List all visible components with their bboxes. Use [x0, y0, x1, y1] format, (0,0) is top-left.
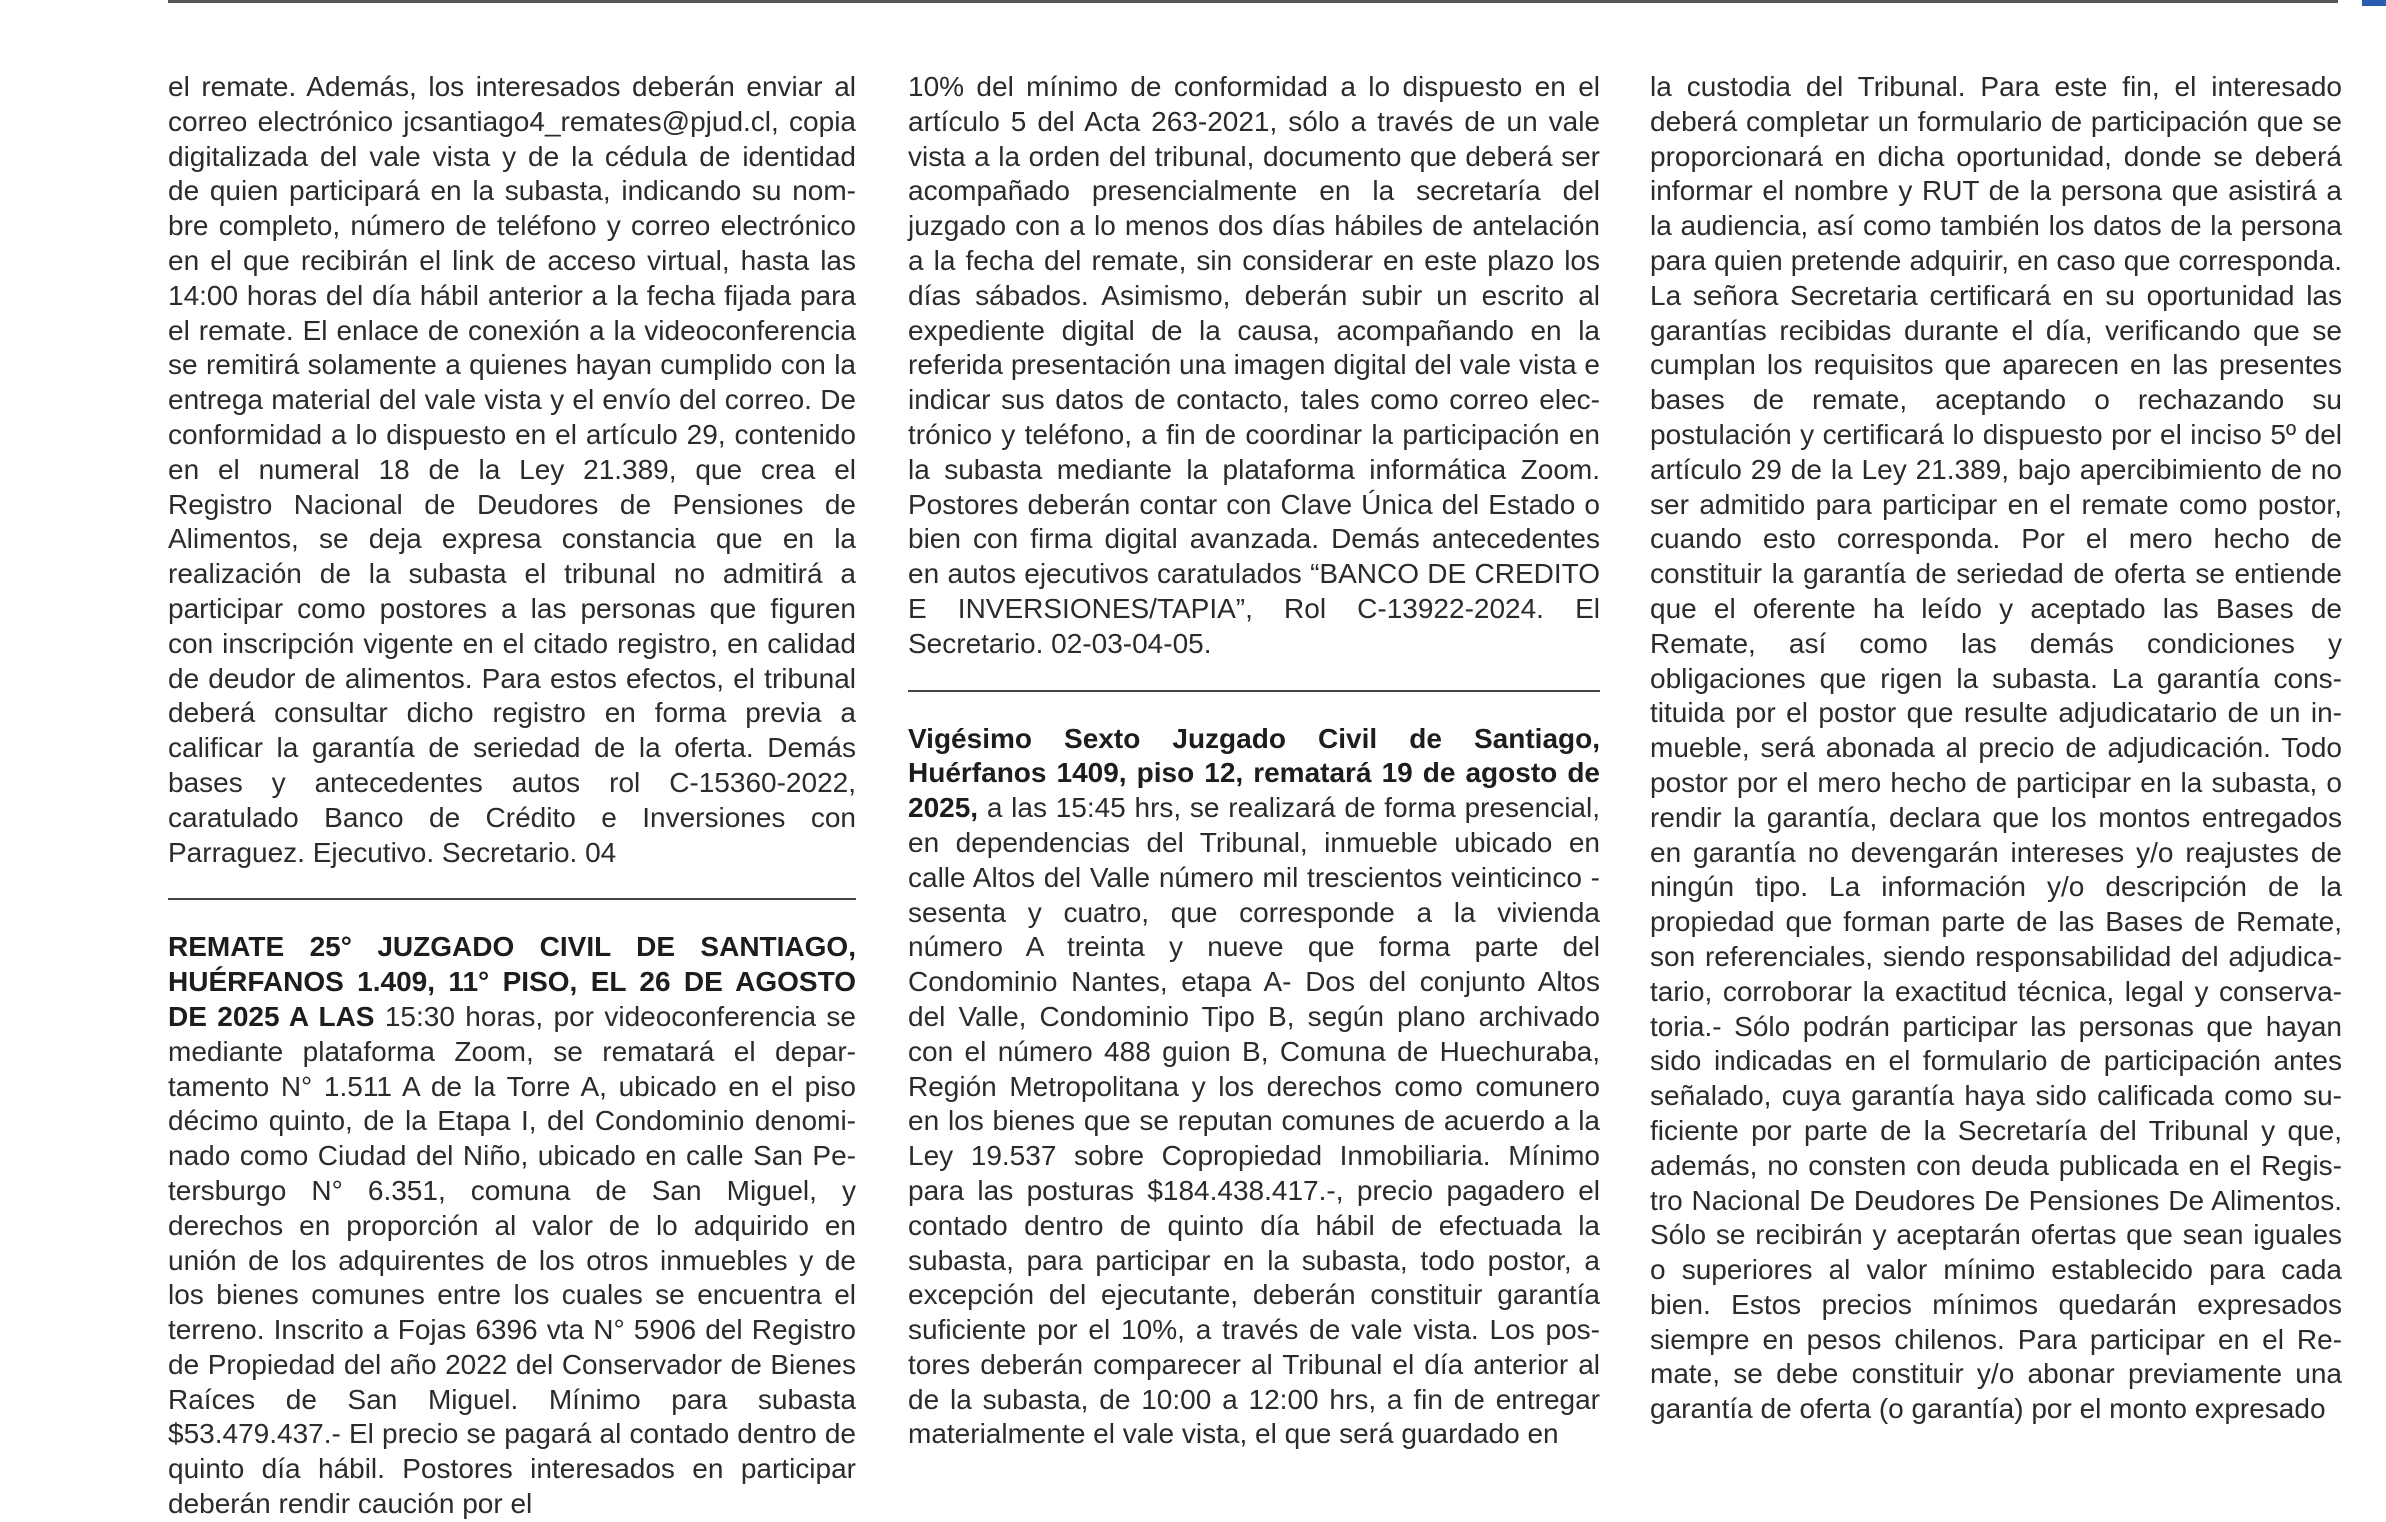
page-edge-mark	[2362, 0, 2386, 6]
column-3	[1650, 70, 2342, 1450]
notice-continuation-text: 10% del mínimo de conformidad a lo dispuesto en el artículo 5 del Acta 263-2021, sólo a través de un vale vista a la orden del tribunal, documento que deberá ser acompañado presencialmente en la secretaría del juzgado con a lo menos dos días hábiles de antelación a la fecha del remate, sin considerar en este plazo los días sábados. Asimismo, deberán subir un escrito al expediente digital de la causa, acompañando en la referida presentación una imagen digital del vale vista e indicar sus datos de contacto, tales como correo electrónico y teléfono, a fin de coordinar la participación en la subasta mediante la plataforma informática Zoom. Postores deberán contar con Clave Única del Estado o bien con firma digital avanzada. Demás antecedentes en autos ejecutivos caratulados “BANCO DE CREDITO E INVERSIONES/TAPIA”, Rol C-13922-2024. El Secretario. 02-03-04-05.	[908, 71, 1600, 659]
notice-heading: REMATE 25° JUZGADO CIVIL DE SANTIAGO, HUÉRFANOS 1.409, 11° PISO, EL 26 DE AGOSTO DE 2025 A LAS	[168, 931, 856, 1032]
column-1	[168, 70, 856, 1520]
notice-body: 15:30 horas, por videoconferencia se mediante plataforma Zoom, se rematará el departamento N° 1.511 A de la Torre A, ubicado en el piso décimo quinto, de la Etapa I, del Condominio denominado como Ciudad del Niño, ubicado en calle San Petersburgo N° 6.351, comuna de San Miguel, y derechos en proporción al valor de lo adquirido en unión de los adquirentes de los otros inmuebles y de los bienes comunes entre los cuales se encuentra el terreno. Inscrito a Fojas 6396 vta N° 5906 del Registro de Propiedad del año 2022 del Conservador de Bienes Raíces de San Miguel. Mínimo para subasta $53.479.437.- El precio se pagará al contado dentro de quinto día hábil. Postores interesados en participar deberán rendir caución por el	[168, 1000, 856, 1520]
notice-continuation-text: el remate. Además, los interesados deberán enviar al correo electrónico jcsantiago4_remates@pjud.cl, copia digitalizada del vale vista y de la cédula de identidad de quien participará en la subasta, indicando su nombre completo, número de teléfono y correo electrónico en el que recibirán el link de acceso virtual, hasta las 14:00 horas del día hábil anterior a la fecha fijada para el remate. El enlace de conexión a la videoconferencia se remitirá solamente a quienes hayan cumplido con la entrega material del vale vista y el envío del correo. De conformidad a lo dispuesto en el artículo 29, contenido en el numeral 18 de la Ley 21.389, que crea el Registro Nacional de Deudores de Pensiones de Alimentos, se deja expresa constancia que en la realización de la subasta el tribunal no admitirá a participar como postores a las personas que figuren con inscripción vigente en el citado registro, en calidad de deudor de alimentos. Para estos efectos, el tribunal deberá consultar dicho registro en forma previa a calificar la garantía de seriedad de la oferta. Demás bases y antecedentes autos rol C-15360-2022, caratulado Banco de Crédito e Inversiones con Parraguez. Ejecutivo. Secretario. 04	[168, 71, 856, 868]
notice-body: a las 15:45 hrs, se realizará de forma presencial, en dependencias del Tribunal, inmueble ubicado en calle Altos del Valle número mil trescientos veinticinco - sesenta y cuatro, que corresponde a la vivienda número A treinta y nueve que forma parte del Condominio Nantes, etapa A- Dos del conjunto Altos del Valle, Condominio Tipo B, según plano archivado con el número 488 guion B, Comuna de Huechuraba, Región Metropolitana y los derechos como comunero en los bienes que se reputan comunes de acuerdo a la Ley 19.537 sobre Copropiedad Inmobiliaria. Mínimo para las posturas $184.438.417.-, precio pagadero el contado dentro de quinto día hábil de efectuada la subasta, para participar en la subasta, todo postor, a excepción del ejecutante, deberán constituir garantía suficiente por el 10%, a través de vale vista. Los postores deberán comparecer al Tribunal el día anterior al de la subasta, de 10:00 a 12:00 hrs, a fin de entregar materialmente el vale vista, el que será guardado en	[908, 792, 1600, 1450]
notice-divider	[908, 690, 1600, 692]
notice-vigesimo-sexto	[908, 722, 1600, 1453]
notice-heading: Vigésimo Sexto Juzgado Civil de Santiago, Huérfanos 1409, piso 12, rematará 19 de agosto de 2025,	[908, 722, 1600, 824]
top-rule	[168, 0, 2338, 3]
notice-remate-25	[168, 930, 856, 1522]
notice-continuation-text: la custodia del Tribunal. Para este fin, el interesado deberá completar un formulario de participación que se proporcionará en dicha oportunidad, donde se deberá informar el nombre y RUT de la persona que asistirá a la audiencia, así como también los datos de la persona para quien pretende adquirir, en caso que corresponda. La señora Secretaria certificará en su oportunidad las garantías recibidas durante el día, verificando que se cumplan los requisitos que aparecen en las presentes bases de remate, aceptando o rechazando su postulación y certificará lo dispuesto por el inciso 5º del artículo 29 de la Ley 21.389, bajo apercibimiento de no ser admitido para participar en el remate como postor, cuando esto corresponda. Por el mero hecho de constituir la garantía de seriedad de oferta se entiende que el oferente ha leído y aceptado las Bases de Remate, así como las demás condiciones y obligaciones que rigen la subasta. La garantía constituida por el postor que resulte adjudicatario de un inmueble, será abonada al precio de adjudicación. Todo postor por el mero hecho de participar en la subasta, o rendir la garantía, declara que los montos entregados en garantía no devengarán intereses y/o reajustes de ningún tipo. La información y/o descripción de la propiedad que forman parte de las Bases de Remate, son referenciales, siendo responsabilidad del adjudicatario, corroborar la exactitud técnica, legal y conservatoria.- Sólo podrán participar las personas que hayan sido indicadas en el formulario de participación antes señalado, cuya garantía haya sido calificada como suficiente por parte de la Secretaría del Tribunal y que, además, no consten con deuda publicada en el Registro Nacional De Deudores De Pensiones De Alimentos. Sólo se recibirán y aceptarán ofertas que sean iguales o superiores al valor mínimo establecido para cada bien. Estos precios mínimos quedarán expresados siempre en pesos chilenos. Para participar en el Remate, se debe constituir y/o abonar previamente una garantía de oferta (o garantía) por el monto expresado	[1650, 71, 2342, 1425]
column-2	[908, 70, 1600, 1450]
notice-divider	[168, 898, 856, 900]
